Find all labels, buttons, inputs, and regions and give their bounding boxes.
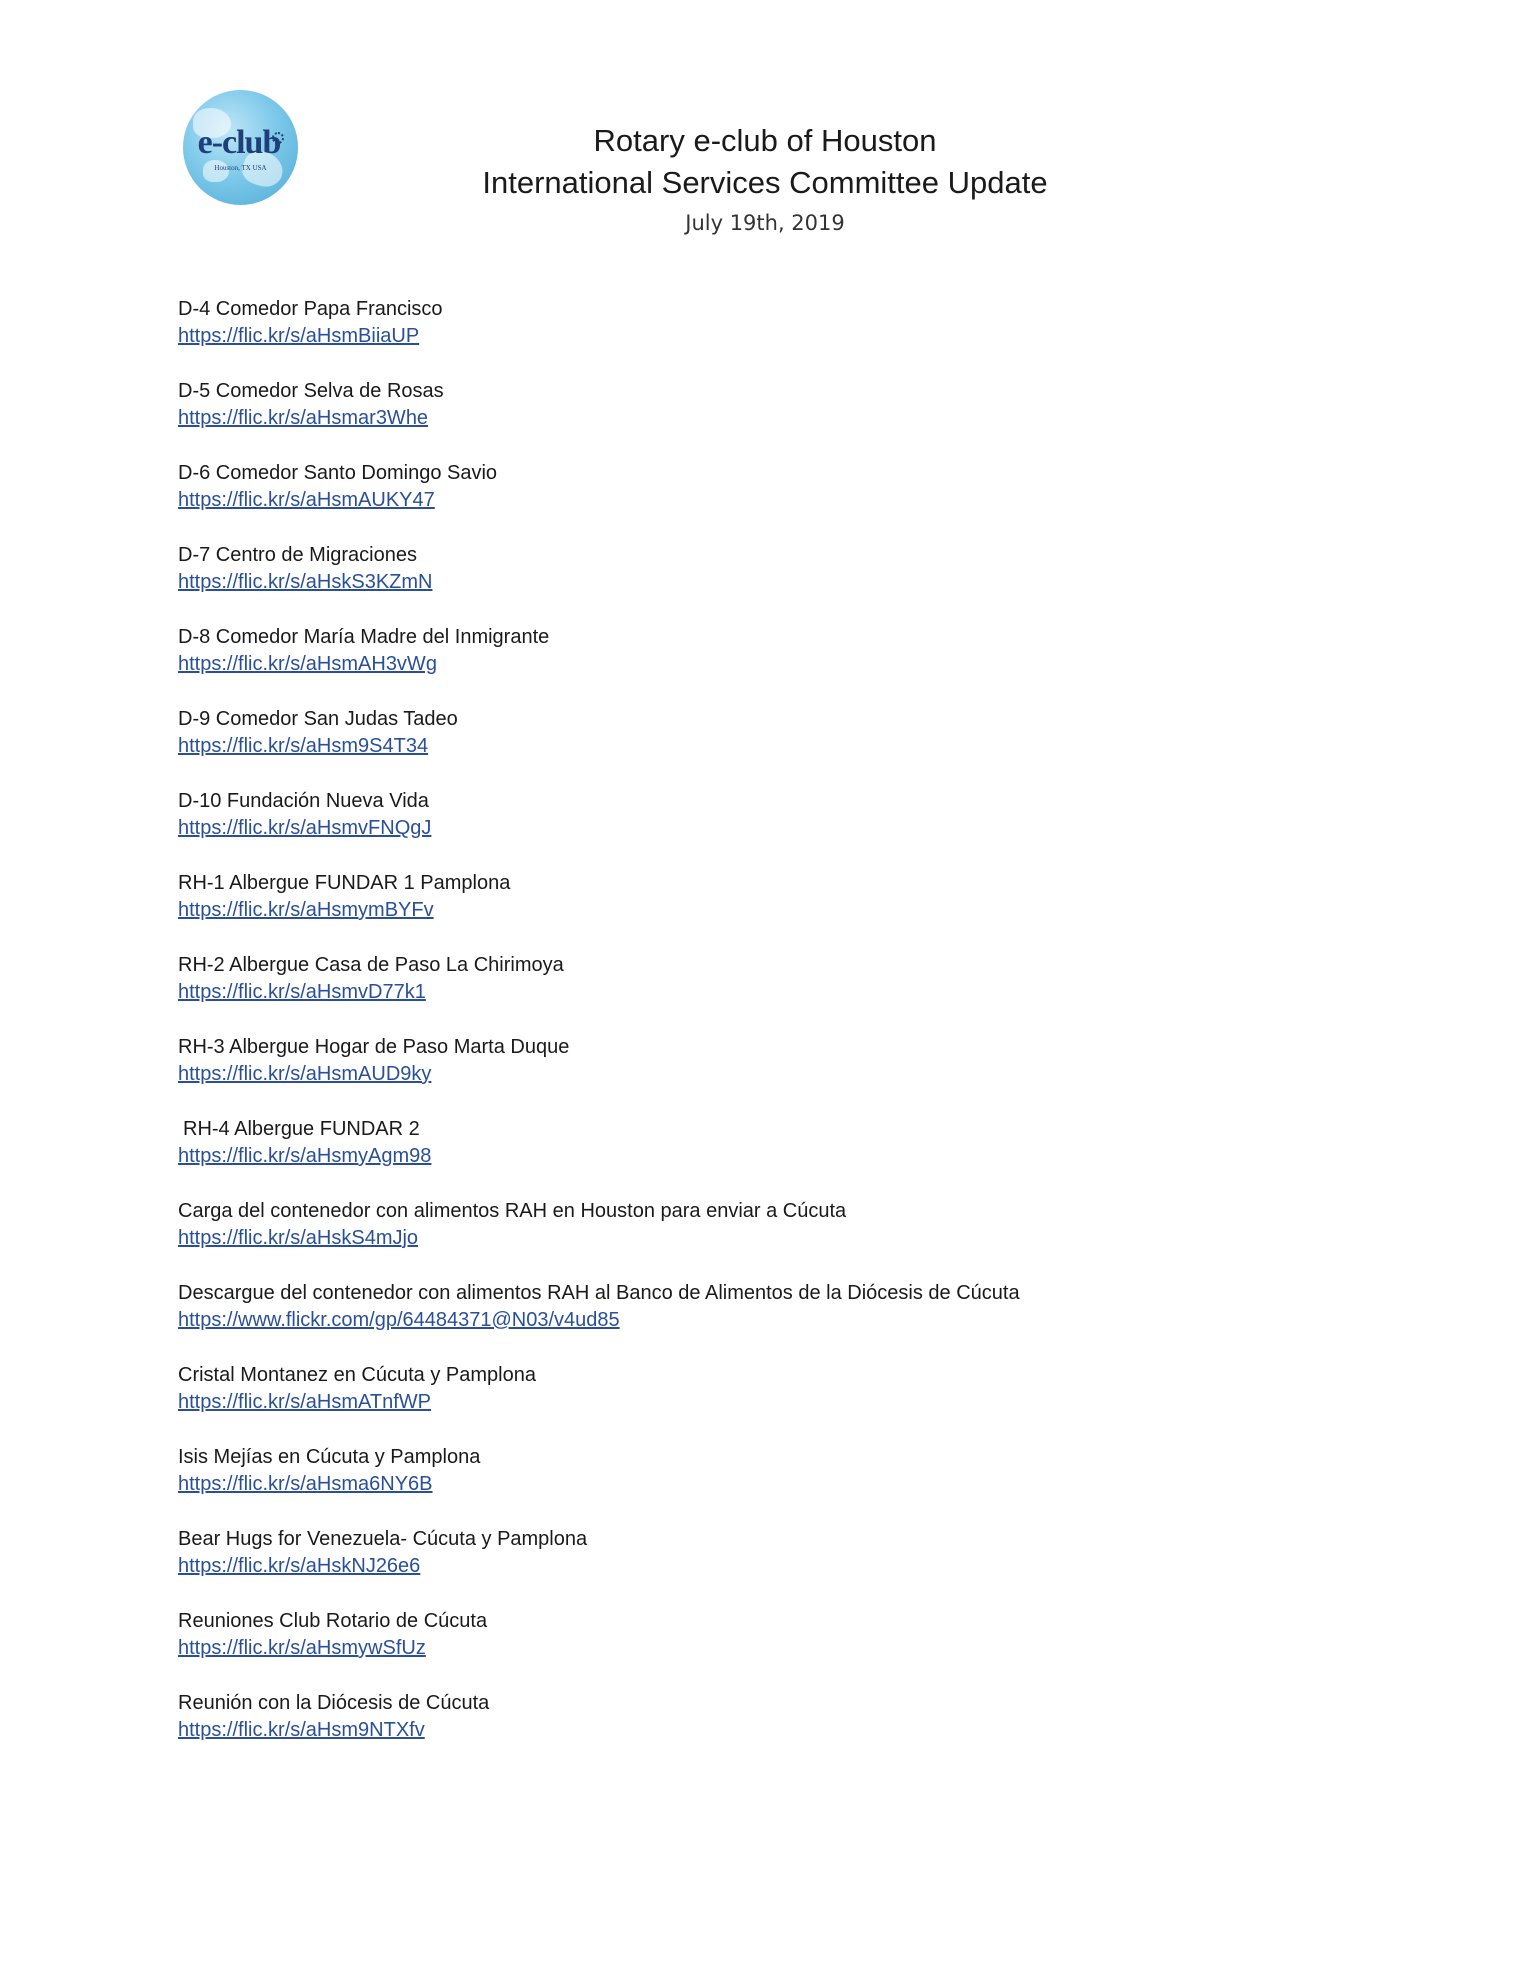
document-date: July 19th, 2019: [685, 211, 845, 235]
entry-label: Cristal Montanez en Cúcuta y Pamplona: [178, 1364, 536, 1386]
list-item: [178, 1608, 1328, 1690]
entry-label: RH-2 Albergue Casa de Paso La Chirimoya: [178, 954, 564, 976]
entry-label: D-9 Comedor San Judas Tadeo: [178, 708, 458, 730]
list-item: [178, 1116, 1328, 1198]
list-item: [178, 296, 1328, 378]
album-link[interactable]: https://flic.kr/s/aHsmAH3vWg: [178, 653, 437, 675]
entry-label: RH-3 Albergue Hogar de Paso Marta Duque: [178, 1036, 570, 1058]
list-item: [178, 1526, 1328, 1608]
entry-label: Bear Hugs for Venezuela- Cúcuta y Pamplona: [178, 1528, 588, 1550]
entry-label: Descargue del contenedor con alimentos RAH al Banco de Alimentos de la Diócesis de Cúcuta: [178, 1282, 1020, 1304]
album-link[interactable]: https://flic.kr/s/aHsmATnfWP: [178, 1391, 431, 1413]
album-link[interactable]: https://flic.kr/s/aHsma6NY6B: [178, 1473, 433, 1495]
album-link[interactable]: https://flic.kr/s/aHsmyAgm98: [178, 1145, 432, 1167]
entry-label: Reunión con la Diócesis de Cúcuta: [178, 1692, 490, 1714]
entry-label: D-6 Comedor Santo Domingo Savio: [178, 462, 498, 484]
entry-label: D-4 Comedor Papa Francisco: [178, 298, 443, 320]
entry-label: Carga del contenedor con alimentos RAH en Houston para enviar a Cúcuta: [178, 1200, 847, 1222]
list-item: [178, 378, 1328, 460]
entry-label: RH-1 Albergue FUNDAR 1 Pamplona: [178, 872, 511, 894]
list-item: [178, 1690, 1328, 1772]
entry-label: Isis Mejías en Cúcuta y Pamplona: [178, 1446, 481, 1468]
list-item: [178, 1362, 1328, 1444]
album-link[interactable]: https://flic.kr/s/aHsm9S4T34: [178, 735, 429, 757]
list-item: [178, 1198, 1328, 1280]
list-item: [178, 1034, 1328, 1116]
album-list: [178, 296, 1328, 1772]
list-item: [178, 624, 1328, 706]
album-link[interactable]: https://flic.kr/s/aHsmvFNQgJ: [178, 817, 432, 839]
album-link[interactable]: https://www.flickr.com/gp/64484371@N03/v4ud85: [178, 1309, 620, 1331]
entry-label: D-5 Comedor Selva de Rosas: [178, 380, 444, 402]
album-link[interactable]: https://flic.kr/s/aHsmymBYFv: [178, 899, 434, 921]
album-link[interactable]: https://flic.kr/s/aHsmywSfUz: [178, 1637, 426, 1659]
logo-text: e-club: [197, 124, 281, 161]
album-link[interactable]: https://flic.kr/s/aHsmBiiaUP: [178, 325, 420, 347]
list-item: [178, 706, 1328, 788]
entry-label: D-8 Comedor María Madre del Inmigrante: [178, 626, 550, 648]
document-header: [0, 120, 1530, 240]
list-item: [178, 1280, 1328, 1362]
album-link[interactable]: https://flic.kr/s/aHsm9NTXfv: [178, 1719, 425, 1741]
logo-subtext: Houston, TX USA: [214, 164, 267, 172]
album-link[interactable]: https://flic.kr/s/aHskS4mJjo: [178, 1227, 419, 1249]
page-title: Rotary e-club of Houston: [593, 123, 937, 158]
entry-label: D-7 Centro de Migraciones: [178, 544, 417, 566]
list-item: [178, 788, 1328, 870]
entry-label: D-10 Fundación Nueva Vida: [178, 790, 429, 812]
entry-label: Reuniones Club Rotario de Cúcuta: [178, 1610, 488, 1632]
album-link[interactable]: https://flic.kr/s/aHsmar3Whe: [178, 407, 429, 429]
entry-label: RH-4 Albergue FUNDAR 2: [183, 1118, 420, 1140]
list-item: [178, 952, 1328, 1034]
list-item: [178, 460, 1328, 542]
album-link[interactable]: https://flic.kr/s/aHskS3KZmN: [178, 571, 433, 593]
album-link[interactable]: https://flic.kr/s/aHskNJ26e6: [178, 1555, 421, 1577]
album-link[interactable]: https://flic.kr/s/aHsmvD77k1: [178, 981, 426, 1003]
list-item: [178, 542, 1328, 624]
list-item: [178, 870, 1328, 952]
list-item: [178, 1444, 1328, 1526]
page-subtitle: International Services Committee Update: [482, 165, 1048, 200]
album-link[interactable]: https://flic.kr/s/aHsmAUD9ky: [178, 1063, 432, 1085]
album-link[interactable]: https://flic.kr/s/aHsmAUKY47: [178, 489, 435, 511]
